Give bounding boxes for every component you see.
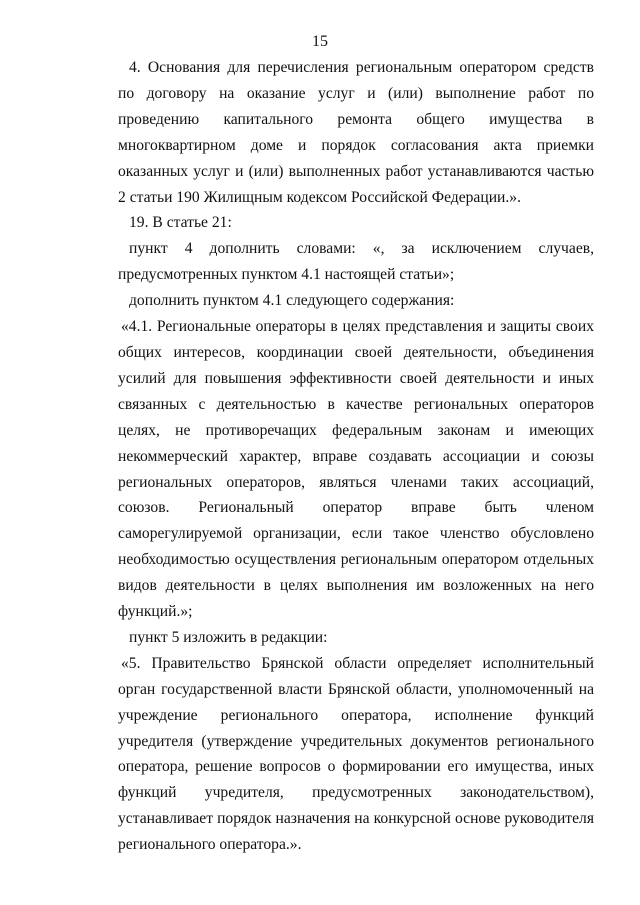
paragraph-point-5-text: «5. Правительство Брянской области определяет исполнительный орган государственной власти Брянской области, уполномоченный на учреждение регионального оператора, исполнение функций учредителя (утверждение учредительных документов регионального оператора, решение вопросов о формировании его имущества, иных функций учредителя, предусмотренных законодательством), устанавливает порядок назначения на конкурсной основе руководителя регионального оператора.». [118,654,594,854]
paragraph-item-4: 4. Основания для перечисления региональным оператором средств по договору на оказание услуг и (или) выполнение работ по проведению капитального ремонта общего имущества в многоквартирном доме и порядок согласования акта приемки оказанных услуг и (или) выполненных работ устанавливаются частью 2 статьи 190 Жилищным кодексом Российской Федерации.». [118,59,594,206]
paragraph-point-4-1-text: «4.1. Региональные операторы в целях представления и защиты своих общих интересов, координации своей деятельности, объединения усилий для повышения эффективности своей деятельности и иных связанных с деятельностью в качестве региональных операторов целях, не противоречащих федеральным законам и имеющих некоммерческий характер, вправе создавать ассоциации и союзы региональных операторов, являться членами таких ассоциаций, союзов. Региональный оператор вправе быть членом саморегулируемой организации, если такое членство обусловлено необходимостью осуществления региональным оператором отдельных видов деятельности в целях выполнения им возложенных на него функций.»; [118,318,594,621]
document-body [118,55,594,858]
paragraph-add-point-4-1: дополнить пунктом 4.1 следующего содержания: [129,292,455,310]
paragraph-article-19: 19. В статье 21: [129,214,232,232]
page-number: 15 [312,33,328,50]
paragraph-point-5-revision: пункт 5 изложить в редакции: [129,628,328,646]
paragraph-point-4-amendment: пункт 4 дополнить словами: «, за исключением случаев, предусмотренных пунктом 4.1 настоящей статьи»; [118,240,594,284]
